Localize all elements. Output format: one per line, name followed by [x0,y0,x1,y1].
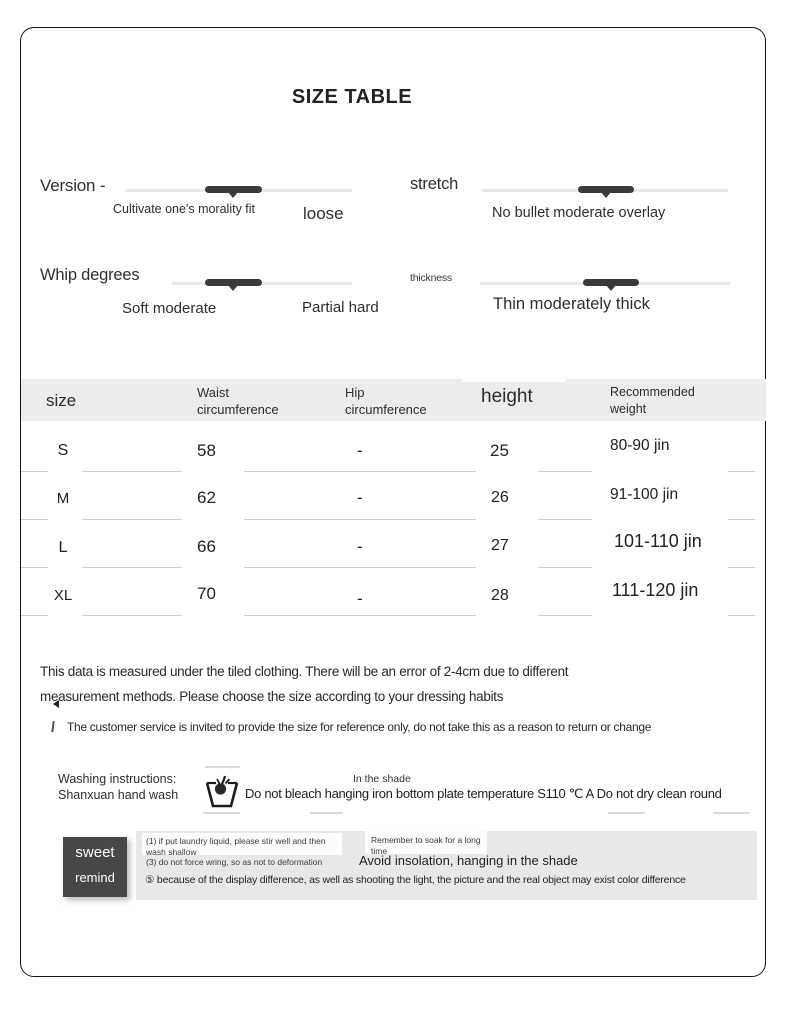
cell-size: L [58,539,68,556]
page-title: SIZE TABLE [291,86,413,108]
quote-mark-icon [53,700,59,708]
remnant-line [205,766,240,768]
cell-weight: 80-90 jin [610,437,670,454]
note-service: The customer service is invited to provide the size for reference only, do not take this as a reason to return or change [67,720,652,734]
header-cell-weight: Recommended weight [610,385,695,416]
washing-instructions: Do not bleach hanging iron bottom plate temperature S110 ℃ A Do not dry clean round [245,786,722,801]
washing-label-line1: Washing instructions: [58,772,177,786]
header-white-patch [462,366,566,382]
note-measurement: This data is measured under the tiled clothing. There will be an error of 2-4cm due to different measurement methods. Please choose the size according to your dressing habits [40,664,569,704]
reminder-tip-1: (1) if put laundry liquid, please stir well and then wash shallow [146,836,326,857]
cell-height: 26 [491,489,509,506]
cell-weight: 91-100 jin [610,486,679,503]
header-cell-size: size [46,391,77,410]
whip-degrees-label: Whip degrees [40,266,140,284]
cell-size: S [57,442,69,459]
thickness-option: Thin moderately thick [493,295,650,313]
cell-height: 25 [490,441,509,460]
version-label: Version - [40,176,106,195]
remnant-line [203,812,240,814]
cell-hip: - [357,488,363,507]
washing-label-line2: Shanxuan hand wash [58,788,179,802]
washing-label [58,771,178,803]
row-divider [0,567,790,568]
cell-hip: - [357,441,363,460]
remnant-line [608,812,645,814]
cell-size: XL [53,587,73,604]
header-cell-height: height [481,386,533,407]
thickness-label: thickness [410,272,452,284]
avoid-insolation-tip: Avoid insolation, hanging in the shade [359,853,578,868]
reminder-tip-3: (3) do not force wring, so as not to deformation [146,857,323,867]
remnant-line [713,812,750,814]
stretch-label: stretch [410,175,459,193]
cell-height: 27 [491,537,509,554]
header-cell-hip: Hip circumference [345,385,427,417]
soak-note: Remember to soak for a long time [371,835,481,856]
shade-note: In the shade [353,773,411,785]
remnant-line [310,812,343,814]
cell-weight: 111-120 jin [612,580,699,600]
reminder-tips [146,836,346,868]
whip-option-right: Partial hard [302,299,379,316]
header-cell-waist: Waist circumference [197,385,279,417]
cell-waist: 62 [197,488,216,507]
cell-waist: 70 [197,584,216,603]
row-divider [0,615,790,616]
cell-waist: 66 [197,537,216,556]
version-slider-pointer-icon [228,192,238,198]
version-option-left: Cultivate one's morality fit [113,202,256,216]
badge-line1: sweet [75,844,115,861]
cell-height: 28 [491,587,509,604]
cell-hip: - [357,589,363,608]
row-divider [0,471,790,472]
thickness-slider-pointer-icon [606,285,616,291]
whip-slider-track [172,282,352,285]
stretch-slider-pointer-icon [601,192,611,198]
hand-wash-icon [205,770,239,810]
display-difference-tip: ⑤ because of the display difference, as well as shooting the light, the picture and the real object may exist color difference [145,874,686,886]
version-option-right: loose [303,204,344,223]
stretch-option: No bullet moderate overlay [492,205,666,221]
cell-waist: 58 [197,441,216,460]
row-divider [0,519,790,520]
sweet-remind-badge [63,837,127,897]
badge-line2: remind [75,870,115,885]
whip-slider-pointer-icon [228,285,238,291]
cell-weight: 101-110 jin [614,531,702,551]
cell-hip: - [357,537,363,556]
cell-size: M [56,490,70,507]
whip-option-left: Soft moderate [122,300,217,317]
